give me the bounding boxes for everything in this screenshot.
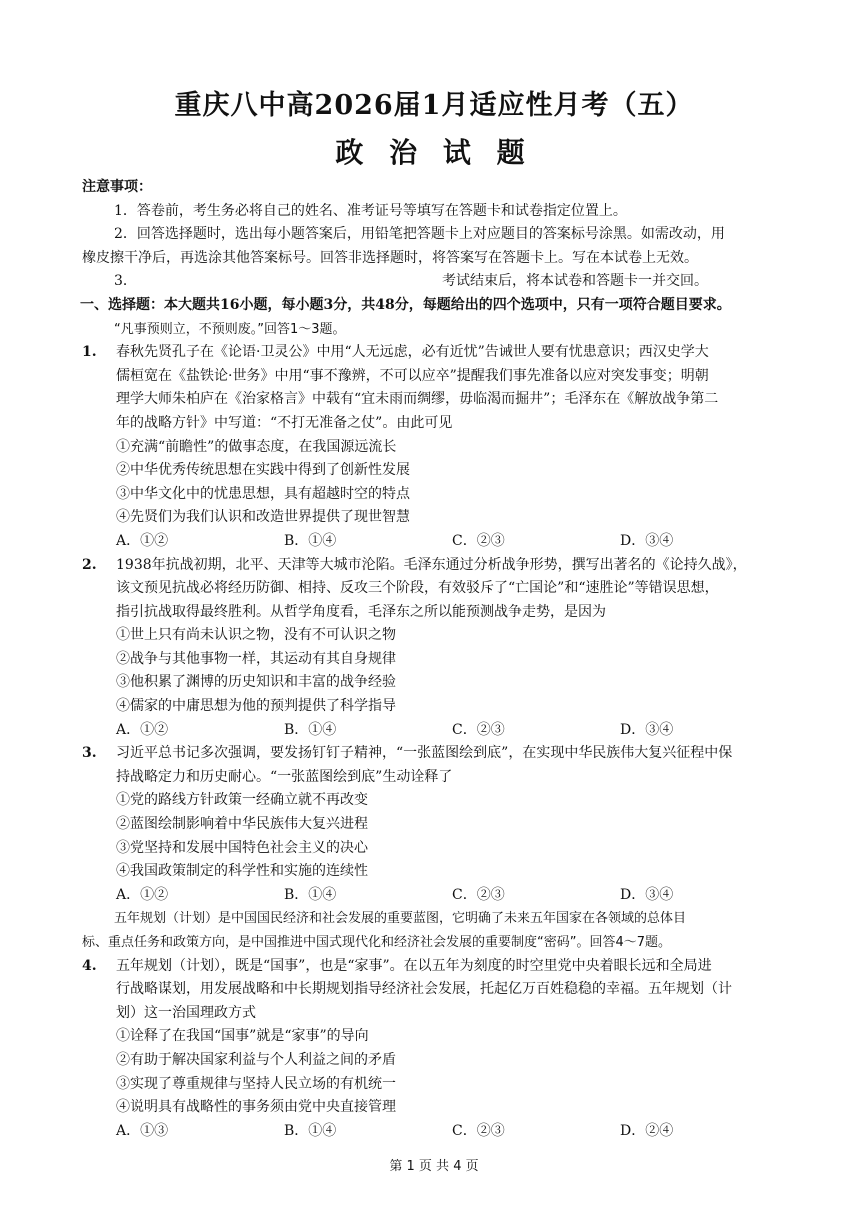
notice-heading: 注意事项： [82,179,152,195]
choice-a: A．①③ [116,1122,169,1139]
question-text: 指引抗战取得最终胜利。从哲学角度看，毛泽东之所以能预测战争走势，是因为 [116,603,606,620]
question-text: 五年规划（计划），既是“国事”，也是“家事”。在以五年为刻度的时空里党中央着眼长远和全局进 [116,957,712,974]
question-text: 该文预见抗战必将经历防御、相持、反攻三个阶段，有效驳斥了“亡国论”和“速胜论”等错误思想， [116,580,719,597]
question-number: 4. [82,957,97,974]
question-2 [82,554,788,743]
notice-item-1: 1．答卷前，考生务必将自己的姓名、准考证号等填写在答题卡和试卷指定位置上。 [114,202,627,219]
question-text: 持战略定力和历史耐心。“一张蓝图绘到底”生动诠释了 [116,768,453,785]
subject-title: 政 治 试 题 [335,136,533,169]
choice-b: B．①④ [284,886,337,903]
notice-item-3 [82,270,788,294]
choice-d: D．③④ [620,532,674,549]
choice-c: C．②③ [452,532,505,549]
statement-option: ①诠释了在我国“国事”就是“家事”的导向 [116,1028,369,1045]
choice-c: C．②③ [452,886,505,903]
choice-a: A．①② [116,532,169,549]
question-number: 1. [82,344,97,361]
section-intro-2-cont: 标、重点任务和政策方向，是中国推进中国式现代化和经济社会发展的重要制度“密码”。回答4～7题。 [82,935,672,950]
question-text: 行战略谋划，用发展战略和中长期规划指导经济社会发展，托起亿万百姓稳稳的幸福。五年规划（计 [116,981,732,998]
statement-option: ①世上只有尚未认识之物，没有不可认识之物 [116,627,396,644]
choice-a: A．①② [116,886,169,903]
question-text: 习近平总书记多次强调，要发扬钉钉子精神，“一张蓝图绘到底”，在实现中华民族伟大复兴征程中保 [116,745,733,762]
question-number: 2. [82,556,97,573]
notice-item-2: 2．回答选择题时，选出每小题答案后，用铅笔把答题卡上对应题目的答案标号涂黑。如需改动，用 [114,226,725,243]
question-text: 春秋先贤孔子在《论语·卫灵公》中用“人无远虑，必有近忧”告诫世人要有忧患意识；西汉史学大 [116,344,709,361]
statement-option: ②战争与其他事物一样，其运动有其自身规律 [116,650,396,667]
exam-title: 重庆八中高2026届1月适应性月考（五） [174,90,694,121]
answer-choices [82,719,788,743]
choice-b: B．①④ [284,1122,337,1139]
section-heading: 一、选择题：本大题共16小题，每小题3分，共48分，每题给出的四个选项中，只有一项符合题目要求。 [80,296,731,313]
statement-option: ④儒家的中庸思想为他的预判提供了科学指导 [116,698,396,715]
statement-option: ②中华优秀传统思想在实践中得到了创新性发展 [116,462,410,479]
question-1-stem [82,341,788,365]
page-footer: 第 1 页 共 4 页 [389,1159,479,1174]
question-1 [82,341,788,553]
choice-c: C．②③ [452,1122,505,1139]
answer-choices [82,530,788,554]
answer-choices [82,884,788,908]
statement-option: ③中华文化中的忧患思想，具有超越时空的特点 [116,485,410,502]
question-2-stem [82,554,788,578]
question-text: 理学大师朱柏庐在《治家格言》中载有“宜未雨而绸缪，毋临渴而掘井”；毛泽东在《解放战争第二 [116,391,719,408]
question-number: 3. [82,745,97,762]
notice-item-2-cont: 橡皮擦干净后，再选涂其他答案标号。回答非选择题时，将答案写在答题卡上。写在本试卷上无效。 [82,249,698,266]
section-intro-1: “凡事预则立，不预则废。”回答1～3题。 [114,321,346,337]
statement-option: ③实现了尊重规律与坚持人民立场的有机统一 [116,1075,396,1092]
question-3-stem [82,742,788,766]
statement-option: ③他积累了渊博的历史知识和丰富的战争经验 [116,674,396,691]
statement-option: ④我国政策制定的科学性和实施的连续性 [116,863,368,880]
question-text: 儒桓宽在《盐铁论·世务》中用“事不豫辨，不可以应卒”提醒我们事先准备以应对突发事变；明朝 [116,367,709,384]
question-4-stem [82,955,788,979]
statement-option: ②有助于解决国家利益与个人利益之间的矛盾 [116,1051,396,1068]
question-text: 划）这一治国理政方式 [116,1004,256,1021]
statement-option: ④先贤们为我们认识和改造世界提供了现世智慧 [116,509,410,526]
statement-option: ①充满“前瞻性”的做事态度，在我国源远流长 [116,438,397,455]
statement-option: ②蓝图绘制影响着中华民族伟大复兴进程 [116,816,368,833]
section-intro-2: 五年规划（计划）是中国国民经济和社会发展的重要蓝图，它明确了未来五年国家在各领域的总体目 [114,911,687,927]
question-text: 年的战略方针》中写道：“不打无准备之仗”。由此可见 [116,414,453,431]
notice-item-3-text: 考试结束后，将本试卷和答题卡一并交回。 [442,273,708,290]
answer-choices [82,1120,788,1144]
notice-item-3-num: 3． [114,273,137,290]
statement-option: ③党坚持和发展中国特色社会主义的决心 [116,839,368,856]
choice-b: B．①④ [284,532,337,549]
content-area [82,176,788,1143]
question-text: 1938年抗战初期，北平、天津等大城市沦陷。毛泽东通过分析战争形势，撰写出著名的《论持久战》， [116,556,747,573]
choice-c: C．②③ [452,721,505,738]
question-3 [82,742,788,907]
choice-a: A．①② [116,721,169,738]
choice-d: D．③④ [620,721,674,738]
choice-d: D．③④ [620,886,674,903]
statement-option: ①党的路线方针政策一经确立就不再改变 [116,792,368,809]
question-4 [82,955,788,1144]
choice-d: D．②④ [620,1122,674,1139]
choice-b: B．①④ [284,721,337,738]
statement-option: ④说明具有战略性的事务须由党中央直接管理 [116,1099,396,1116]
